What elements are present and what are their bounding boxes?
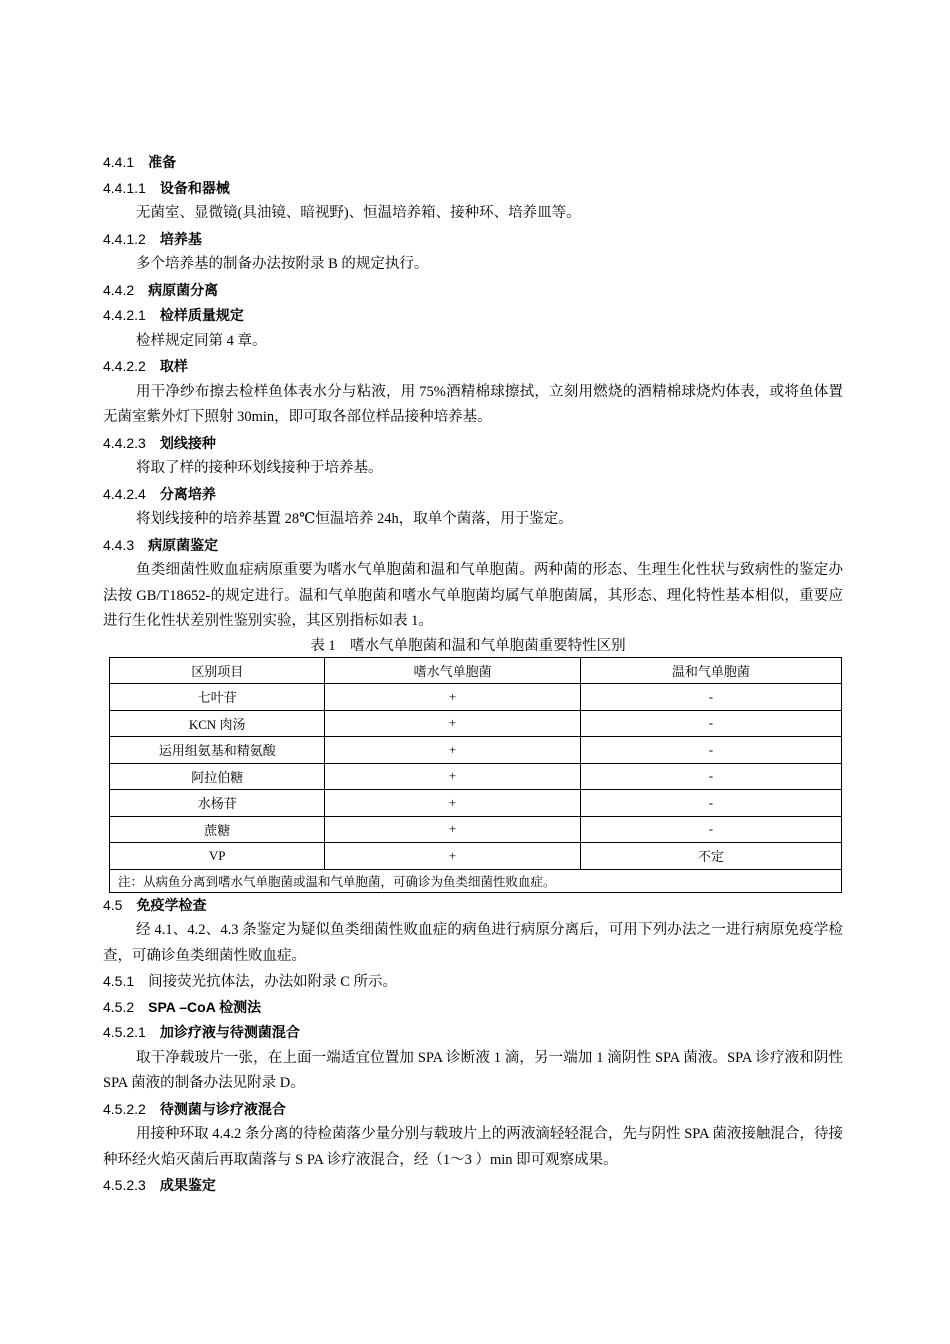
heading-4-4-2-4: 4.4.2.4 分离培养 (103, 485, 216, 502)
table-header-row (110, 657, 842, 684)
heading-4-4-2-1: 4.4.2.1 检样质量规定 (103, 307, 244, 323)
heading-4-5-2-1: 4.5.2.1 加诊疗液与待测菌混合 (103, 1024, 300, 1040)
heading-4-4-2: 4.4.2 病原菌分离 (103, 281, 219, 298)
table-cell: - (580, 790, 841, 817)
comparison-table (109, 657, 842, 893)
paragraph-medium: 多个培养基的制备办法按附录 B 的规定执行。 (136, 256, 429, 272)
table-cell: - (580, 816, 841, 843)
table-cell: + (325, 790, 580, 817)
paragraph-culture: 将划线接种的培养基置 28℃恒温培养 24h，取单个菌落，用于鉴定。 (136, 511, 573, 527)
paragraph-add-reagent: 取干净载玻片一张，在上面一端适宜位置加 SPA 诊断液 1 滴，另一端加 1 滴阴性 SPA 菌液。SPA 诊疗液和阴性 SPA 菌液的制备办法见附录 D。 (103, 1049, 843, 1091)
heading-4-4-1-2: 4.4.1.2 培养基 (103, 230, 202, 247)
table-cell: - (580, 737, 841, 764)
paragraph-identification: 鱼类细菌性败血症病原重要为嗜水气单胞菌和温和气单胞菌。两种菌的形态、生理生化性状与致病性的鉴定办法按 GB/T18652-的规定进行。温和气单胞菌和嗜水气单胞菌均属气单胞菌属，其形态、理化特性基本相似，重要应进行生化性状差别性鉴别实验，其区别指标如表 1。 (103, 562, 843, 629)
heading-4-4-2-3: 4.4.2.3 划线接种 (103, 434, 216, 451)
table-cell: - (580, 763, 841, 790)
table-row (110, 816, 842, 843)
table-cell: 七叶苷 (110, 684, 325, 711)
table-cell: 运用组氨基和精氨酸 (110, 737, 325, 764)
table-cell: - (580, 710, 841, 737)
table-row (110, 763, 842, 790)
heading-4-4-2-2: 4.4.2.2 取样 (103, 358, 188, 374)
paragraph-equipment: 无菌室、显微镜(具油镜、暗视野)、恒温培养箱、接种环、培养皿等。 (136, 205, 581, 221)
table-row (110, 790, 842, 817)
heading-4-5: 4.5 免疫学检查 (103, 896, 207, 913)
table-cell: + (325, 737, 580, 764)
table-row (110, 684, 842, 711)
document-page (103, 150, 843, 1199)
paragraph-immunology: 经 4.1、4.2、4.3 条鉴定为疑似鱼类细菌性败血症的病鱼进行病原分离后，可用下列办法之一进行病原免疫学检查，可确诊鱼类细菌性败血症。 (103, 922, 843, 964)
table-cell: KCN 肉汤 (110, 710, 325, 737)
header-cell: 区别项目 (110, 657, 325, 684)
table-cell: + (325, 684, 580, 711)
paragraph-sample-quality: 检样规定同第 4 章。 (136, 332, 267, 349)
table-cell: + (325, 763, 580, 790)
paragraph-mixing: 用接种环取 4.4.2 条分离的待检菌落少量分别与载玻片上的两液滴轻轻混合，先与阴性 SPA 菌液接触混合，待接种环经火焰灭菌后再取菌落与 S PA 诊疗液混合，经（1～3 ）min 即可观察成果。 (103, 1126, 843, 1168)
header-cell: 温和气单胞菌 (580, 657, 841, 684)
table-cell: + (325, 816, 580, 843)
header-cell: 嗜水气单胞菌 (325, 657, 580, 684)
table-cell: 蔗糖 (110, 816, 325, 843)
paragraph-sampling: 用干净纱布擦去检样鱼体表水分与粘液，用 75%酒精棉球擦拭，立刻用燃烧的酒精棉球烧灼体表，或将鱼体置无菌室紫外灯下照射 30min，即可取各部位样品接种培养基。 (103, 383, 843, 425)
table-note: 注：从病鱼分离到嗜水气单胞菌或温和气单胞菌，可确诊为鱼类细菌性败血症。 (110, 869, 842, 892)
heading-4-4-3: 4.4.3 病原菌鉴定 (103, 536, 219, 553)
heading-4-5-2: 4.5.2 SPA –CoA 检测法 (103, 998, 262, 1015)
heading-4-5-2-3: 4.5.2.3 成果鉴定 (103, 1177, 216, 1193)
table-cell: 阿拉伯糖 (110, 763, 325, 790)
table-row (110, 710, 842, 737)
table-cell: + (325, 710, 580, 737)
heading-4-5-2-2: 4.5.2.2 待测菌与诊疗液混合 (103, 1100, 286, 1117)
paragraph-streak: 将取了样的接种环划线接种于培养基。 (136, 460, 383, 476)
heading-4-4-1-1: 4.4.1.1 设备和器械 (103, 179, 230, 196)
table-cell: VP (110, 843, 325, 870)
table-row (110, 737, 842, 764)
table-cell: 水杨苷 (110, 790, 325, 817)
heading-4-5-1: 4.5.1 间接荧光抗体法，办法如附录 C 所示。 (103, 973, 398, 990)
table-cell: - (580, 684, 841, 711)
table-row (110, 843, 842, 870)
heading-4-4-1: 4.4.1 准备 (103, 154, 177, 170)
table-cell: + (325, 843, 580, 870)
table-note-row (110, 869, 842, 892)
table-caption: 表 1 嗜水气单胞菌和温和气单胞菌重要特性区别 (310, 637, 626, 654)
table-cell: 不定 (580, 843, 841, 870)
